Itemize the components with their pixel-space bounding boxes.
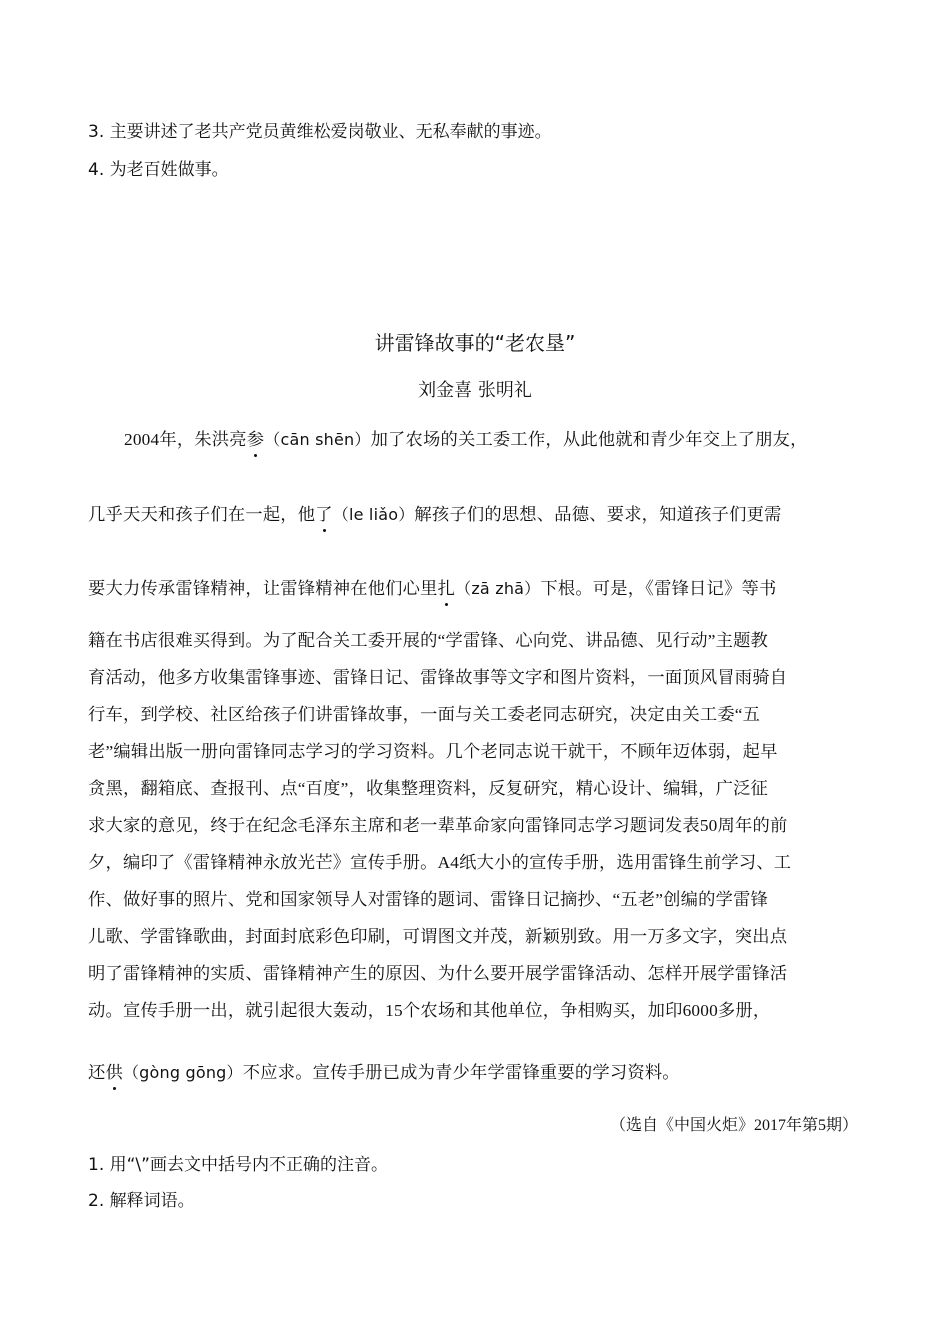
article-line-last — [88, 1058, 680, 1083]
article-source: （选自《中国火炬》2017年第5期） — [609, 1117, 858, 1134]
line3-pre: 要大力传承雷锋精神，让雷锋精神在他们心里 — [88, 579, 438, 598]
line2-pre: 几乎天天和孩子们在一起，他 — [88, 505, 316, 524]
article-line: 作、做好事的照片、党和国家领导人对雷锋的题词、雷锋日记摘抄、“五老”创编的学雷锋 — [88, 890, 769, 909]
dotted-char-gong: 供 — [105, 1058, 122, 1083]
line2-post: 解孩子们的思想、品德、要求，知道孩子们更需 — [414, 505, 782, 524]
article-line: 老”编辑出版一册向雷锋同志学习的学习资料。几个老同志说干就干，不顾年迈体弱，起早 — [88, 742, 778, 761]
article-line: 明了雷锋精神的实质、雷锋精神产生的原因、为什么要开展学雷锋活动、怎样开展学雷锋活 — [88, 964, 788, 983]
answer-4: 4. 为老百姓做事。 — [88, 160, 229, 180]
article-line-3 — [88, 574, 776, 599]
pinyin-option-gong: （gòng gōng） — [122, 1063, 243, 1082]
article-line: 儿歌、学雷锋歌曲，封面封底彩色印刷，可谓图文并茂，新颖别致。用一万多文字，突出点 — [88, 927, 788, 946]
article-line: 育活动，他多方收集雷锋事迹、雷锋日记、雷锋故事等文字和图片资料，一面顶风冒雨骑自 — [88, 668, 788, 687]
line1-post: 加了农场的关工委工作，从此他就和青少年交上了朋友， — [370, 430, 808, 449]
last-pre: 还 — [88, 1063, 106, 1082]
article-line: 籍在书店很难买得到。为了配合关工委开展的“学雷锋、心向党、讲品德、见行动”主题教 — [88, 631, 769, 650]
line3-post: 下根。可是，《雷锋日记》等书 — [540, 579, 777, 598]
dotted-char-liao: 了 — [315, 500, 332, 525]
article-title: 讲雷锋故事的“老农垦” — [374, 331, 576, 355]
pinyin-option-can: （cān shēn） — [264, 430, 371, 449]
article-line: 贪黑，翻箱底、查报刊、点“百度”，收集整理资料，反复研究，精心设计、编辑，广泛征 — [88, 779, 769, 798]
article-line: 夕，编印了《雷锋精神永放光芒》宣传手册。A4纸大小的宣传手册，选用雷锋生前学习、工 — [88, 853, 792, 872]
article-line-2 — [88, 500, 782, 525]
article-line-1 — [124, 425, 808, 450]
article-line: 求大家的意见，终于在纪念毛泽东主席和老一辈革命家向雷锋同志学习题词发表50周年的前 — [88, 816, 788, 835]
last-post: 不应求。宣传手册已成为青少年学雷锋重要的学习资料。 — [242, 1063, 680, 1082]
dotted-char-zha: 扎 — [438, 574, 455, 599]
pinyin-option-zha: （zā zhā） — [455, 579, 541, 598]
article-line: 动。宣传手册一出，就引起很大轰动，15个农场和其他单位，争相购买，加印6000多册， — [88, 1001, 771, 1020]
article-authors: 刘金喜 张明礼 — [418, 380, 532, 401]
question-2: 2. 解释词语。 — [88, 1191, 195, 1211]
line1-pre: 2004年，朱洪亮 — [124, 430, 247, 449]
question-1: 1. 用“\”画去文中括号内不正确的注音。 — [88, 1155, 388, 1175]
dotted-char-can: 参 — [247, 425, 264, 450]
answer-3: 3. 主要讲述了老共产党员黄维松爱岗敬业、无私奉献的事迹。 — [88, 122, 552, 142]
pinyin-option-liao: （le liǎo） — [332, 505, 415, 524]
article-line: 行车，到学校、社区给孩子们讲雷锋故事，一面与关工委老同志研究，决定由关工委“五 — [88, 705, 761, 724]
